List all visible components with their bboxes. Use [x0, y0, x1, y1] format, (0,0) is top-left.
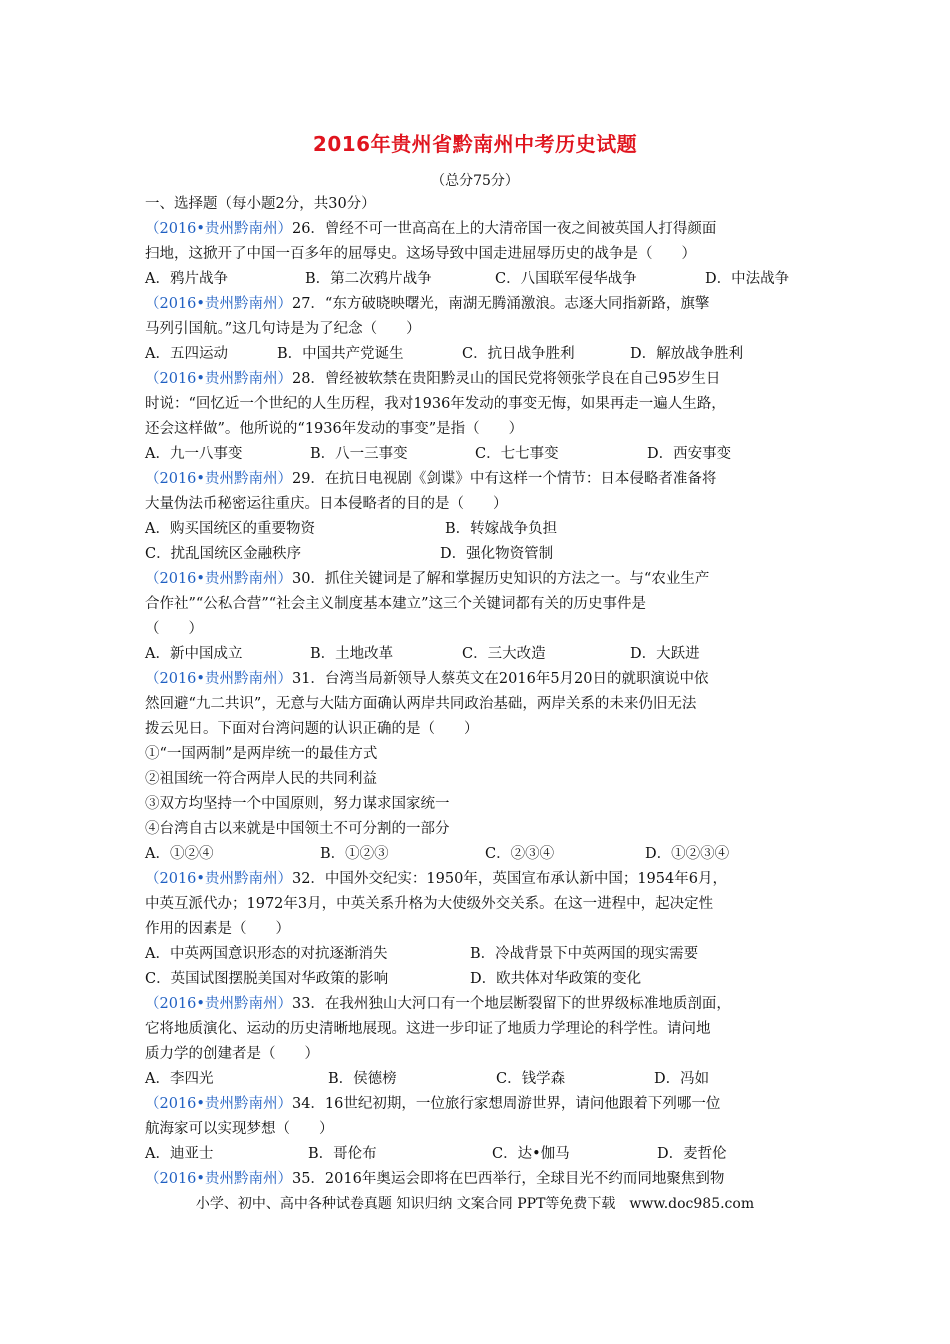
option-b: B．第二次鸦片战争: [305, 271, 432, 287]
question-34-line-1: （2016•贵州黔南州）34．16世纪初期，一位旅行家想周游世界，请问他跟着下列哪一位: [145, 1096, 721, 1112]
question-32-line-3: 作用的因素是（ ）: [145, 921, 290, 937]
question-body: [145, 192, 815, 1192]
option-a: A．购买国统区的重要物资: [145, 521, 315, 537]
question-26-line-1: （2016•贵州黔南州）26．曾经不可一世高高在上的大清帝国一夜之间被英国人打得颜面: [145, 221, 717, 237]
option-d: D．欧共体对华政策的变化: [470, 971, 642, 987]
option-c: C．八国联军侵华战争: [495, 271, 637, 287]
statement-2: ②祖国统一符合两岸人民的共同利益: [145, 771, 377, 787]
option-d: D．强化物资管制: [440, 546, 554, 562]
question-source: （2016•贵州黔南州）: [145, 1171, 292, 1187]
question-30-line-1: （2016•贵州黔南州）30．抓住关键词是了解和掌握历史知识的方法之一。与“农业生产: [145, 571, 710, 587]
question-26-options: [145, 267, 815, 292]
question-27-line-1: （2016•贵州黔南州）27．“东方破晓映曙光，南湖无腾涌激浪。志逐大同指新路，旗擎: [145, 296, 710, 312]
question-28-line-2: 时说：“回忆近一个世纪的人生历程，我对1936年发动的事变无悔，如果再走一遍人生路，: [145, 396, 726, 412]
page-title: 2016年贵州省黔南州中考历史试题: [312, 132, 638, 156]
option-d: D．西安事变: [647, 446, 732, 462]
option-b: B．中国共产党诞生: [277, 346, 404, 362]
option-b: B．哥伦布: [308, 1146, 377, 1162]
option-c: C．抗日战争胜利: [462, 346, 575, 362]
question-29-line-1: （2016•贵州黔南州）29．在抗日电视剧《剑谍》中有这样一个情节：日本侵略者准备将: [145, 471, 717, 487]
option-d: D．麦哲伦: [657, 1146, 727, 1162]
option-d: D．大跃进: [630, 646, 700, 662]
question-source: （2016•贵州黔南州）: [145, 371, 292, 387]
option-c: C．钱学森: [496, 1071, 566, 1087]
option-a: A．①②④: [145, 846, 214, 862]
question-34-line-2: 航海家可以实现梦想（ ）: [145, 1121, 334, 1137]
question-26-line-2: 扫地，这掀开了中国一百多年的屈辱史。这场导致中国走进屈辱历史的战争是（ ）: [145, 246, 696, 262]
option-c: C．扰乱国统区金融秩序: [145, 546, 302, 562]
question-35-line-1: （2016•贵州黔南州）35．2016年奥运会即将在巴西举行，全球目光不约而同地聚焦到物: [145, 1171, 725, 1187]
question-33-options: [145, 1067, 815, 1092]
option-d: D．①②③④: [645, 846, 730, 862]
statement-1: ①“一国两制”是两岸统一的最佳方式: [145, 746, 378, 762]
question-31-line-2: 然回避“九二共识”，无意与大陆方面确认两岸共同政治基础，两岸关系的未来仍旧无法: [145, 696, 697, 712]
option-d: D．冯如: [654, 1071, 710, 1087]
option-c: C．七七事变: [475, 446, 559, 462]
question-32-options-row-2: [145, 967, 815, 992]
option-a: A．迪亚士: [145, 1146, 214, 1162]
total-score: （总分75分）: [431, 173, 519, 189]
question-29-line-2: 大量伪法币秘密运往重庆。日本侵略者的目的是（ ）: [145, 496, 508, 512]
question-30-options: [145, 642, 815, 667]
question-source: （2016•贵州黔南州）: [145, 296, 292, 312]
question-source: （2016•贵州黔南州）: [145, 571, 292, 587]
question-28-options: [145, 442, 815, 467]
question-31-line-1: （2016•贵州黔南州）31．台湾当局新领导人蔡英文在2016年5月20日的就职演说中依: [145, 671, 709, 687]
question-28-line-1: （2016•贵州黔南州）28．曾经被软禁在贵阳黔灵山的国民党将领张学良在自己95岁生日: [145, 371, 721, 387]
option-b: B．侯德榜: [328, 1071, 397, 1087]
page-footer: 小学、初中、高中各种试卷真题 知识归纳 文案合同 PPT等免费下载 www.doc985.com: [195, 1196, 755, 1212]
question-29-options-row-2: [145, 542, 815, 567]
question-32-line-1: （2016•贵州黔南州）32．中国外交纪实：1950年，英国宣布承认新中国；1954年6月，: [145, 871, 727, 887]
option-a: A．李四光: [145, 1071, 214, 1087]
option-a: A．九一八事变: [145, 446, 243, 462]
question-source: （2016•贵州黔南州）: [145, 996, 292, 1012]
option-b: B．八一三事变: [310, 446, 408, 462]
question-33-line-3: 质力学的创建者是（ ）: [145, 1046, 319, 1062]
question-28-line-3: 还会这样做”。他所说的“1936年发动的事变”是指（ ）: [145, 421, 524, 437]
option-c: C．英国试图摆脱美国对华政策的影响: [145, 971, 389, 987]
question-32-options-row-1: [145, 942, 815, 967]
option-b: B．①②③: [320, 846, 389, 862]
question-source: （2016•贵州黔南州）: [145, 1096, 292, 1112]
question-33-line-2: 它将地质演化、运动的历史清晰地展现。这进一步印证了地质力学理论的科学性。请问地: [145, 1021, 711, 1037]
question-34-options: [145, 1142, 815, 1167]
option-d: D．中法战争: [705, 271, 790, 287]
question-32-line-2: 中英互派代办；1972年3月，中英关系升格为大使级外交关系。在这一进程中，起决定性: [145, 896, 714, 912]
option-a: A．中英两国意识形态的对抗逐渐消失: [145, 946, 388, 962]
option-a: A．鸦片战争: [145, 271, 228, 287]
section-heading: 一、选择题（每小题2分，共30分）: [145, 196, 376, 212]
statement-4: ④台湾自古以来就是中国领土不可分割的一部分: [145, 821, 450, 837]
question-source: （2016•贵州黔南州）: [145, 221, 292, 237]
statement-3: ③双方均坚持一个中国原则，努力谋求国家统一: [145, 796, 450, 812]
option-c: C．达•伽马: [492, 1146, 570, 1162]
option-a: A．五四运动: [145, 346, 228, 362]
question-29-options-row-1: [145, 517, 815, 542]
option-b: B．土地改革: [310, 646, 394, 662]
question-source: （2016•贵州黔南州）: [145, 871, 292, 887]
question-27-options: [145, 342, 815, 367]
question-33-line-1: （2016•贵州黔南州）33．在我州独山大河口有一个地层断裂留下的世界级标准地质剖面，: [145, 996, 731, 1012]
option-c: C．②③④: [485, 846, 555, 862]
option-b: B．冷战背景下中英两国的现实需要: [470, 946, 699, 962]
question-source: （2016•贵州黔南州）: [145, 471, 292, 487]
option-a: A．新中国成立: [145, 646, 243, 662]
question-30-line-3: （ ）: [145, 621, 203, 637]
question-31-line-3: 拨云见日。下面对台湾问题的认识正确的是（ ）: [145, 721, 479, 737]
option-b: B．转嫁战争负担: [445, 521, 558, 537]
question-27-line-2: 马列引国航。”这几句诗是为了纪念（ ）: [145, 321, 421, 337]
question-source: （2016•贵州黔南州）: [145, 671, 292, 687]
question-31-options: [145, 842, 815, 867]
question-30-line-2: 合作社”“公私合营”“社会主义制度基本建立”这三个关键词都有关的历史事件是: [145, 596, 647, 612]
option-d: D．解放战争胜利: [630, 346, 744, 362]
option-c: C．三大改造: [462, 646, 546, 662]
